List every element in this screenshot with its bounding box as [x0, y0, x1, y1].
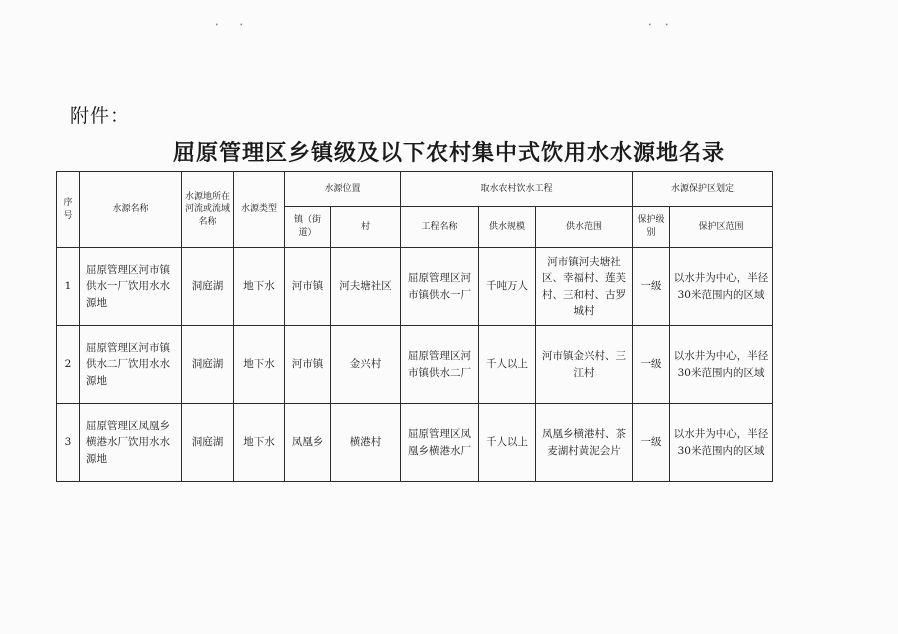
cell-town: 河市镇 — [285, 326, 331, 404]
cell-type: 地下水 — [234, 326, 285, 404]
header-range: 保护区范围 — [670, 207, 773, 248]
cell-scope: 河市镇金兴村、三江村 — [536, 326, 633, 404]
table-row — [57, 404, 773, 482]
cell-project-name: 屈原管理区凤凰乡横港水厂 — [401, 404, 479, 482]
cell-source-name: 屈原管理区凤凰乡横港水厂饮用水水源地 — [80, 404, 182, 482]
attachment-label: 附件： — [70, 105, 131, 127]
cell-scope: 河市镇河夫塘社区、幸福村、莲芙村、三和村、古罗城村 — [536, 248, 633, 326]
scan-mark: • • — [648, 22, 669, 29]
header-project: 取水农村饮水工程 — [401, 172, 633, 207]
cell-basin: 洞庭湖 — [182, 326, 234, 404]
cell-seq: 1 — [57, 248, 80, 326]
header-seq: 序号 — [57, 172, 80, 248]
header-type: 水源类型 — [234, 172, 285, 248]
cell-village: 河夫塘社区 — [331, 248, 401, 326]
cell-level: 一级 — [633, 326, 670, 404]
table-row — [57, 248, 773, 326]
cell-scale: 千人以上 — [479, 404, 536, 482]
cell-range: 以水井为中心，半径30米范围内的区域 — [670, 404, 773, 482]
header-village: 村 — [331, 207, 401, 248]
scan-mark: • • — [215, 22, 244, 29]
water-source-table — [56, 171, 773, 482]
cell-scale: 千人以上 — [479, 326, 536, 404]
cell-town: 河市镇 — [285, 248, 331, 326]
cell-source-name: 屈原管理区河市镇供水一厂饮用水水源地 — [80, 248, 182, 326]
page-title: 屈原管理区乡镇级及以下农村集中式饮用水水源地名录 — [172, 140, 725, 166]
header-protection: 水源保护区划定 — [633, 172, 773, 207]
cell-village: 横港村 — [331, 404, 401, 482]
cell-type: 地下水 — [234, 404, 285, 482]
cell-level: 一级 — [633, 404, 670, 482]
cell-scope: 凤凰乡横港村、茶麦湖村黄泥会片 — [536, 404, 633, 482]
cell-range: 以水井为中心，半径30米范围内的区域 — [670, 326, 773, 404]
cell-basin: 洞庭湖 — [182, 404, 234, 482]
cell-range: 以水井为中心，半径30米范围内的区域 — [670, 248, 773, 326]
cell-seq: 2 — [57, 326, 80, 404]
cell-village: 金兴村 — [331, 326, 401, 404]
header-level: 保护级别 — [633, 207, 670, 248]
cell-scale: 千吨万人 — [479, 248, 536, 326]
cell-seq: 3 — [57, 404, 80, 482]
cell-source-name: 屈原管理区河市镇供水二厂饮用水水源地 — [80, 326, 182, 404]
header-scope: 供水范围 — [536, 207, 633, 248]
cell-basin: 洞庭湖 — [182, 248, 234, 326]
header-town: 镇（街道） — [285, 207, 331, 248]
cell-project-name: 屈原管理区河市镇供水一厂 — [401, 248, 479, 326]
cell-town: 凤凰乡 — [285, 404, 331, 482]
header-source-name: 水源名称 — [80, 172, 182, 248]
cell-project-name: 屈原管理区河市镇供水二厂 — [401, 326, 479, 404]
header-location: 水源位置 — [285, 172, 401, 207]
cell-level: 一级 — [633, 248, 670, 326]
header-basin: 水源地所在河流或流域名称 — [182, 172, 234, 248]
header-scale: 供水规模 — [479, 207, 536, 248]
table-row — [57, 326, 773, 404]
header-project-name: 工程名称 — [401, 207, 479, 248]
cell-type: 地下水 — [234, 248, 285, 326]
